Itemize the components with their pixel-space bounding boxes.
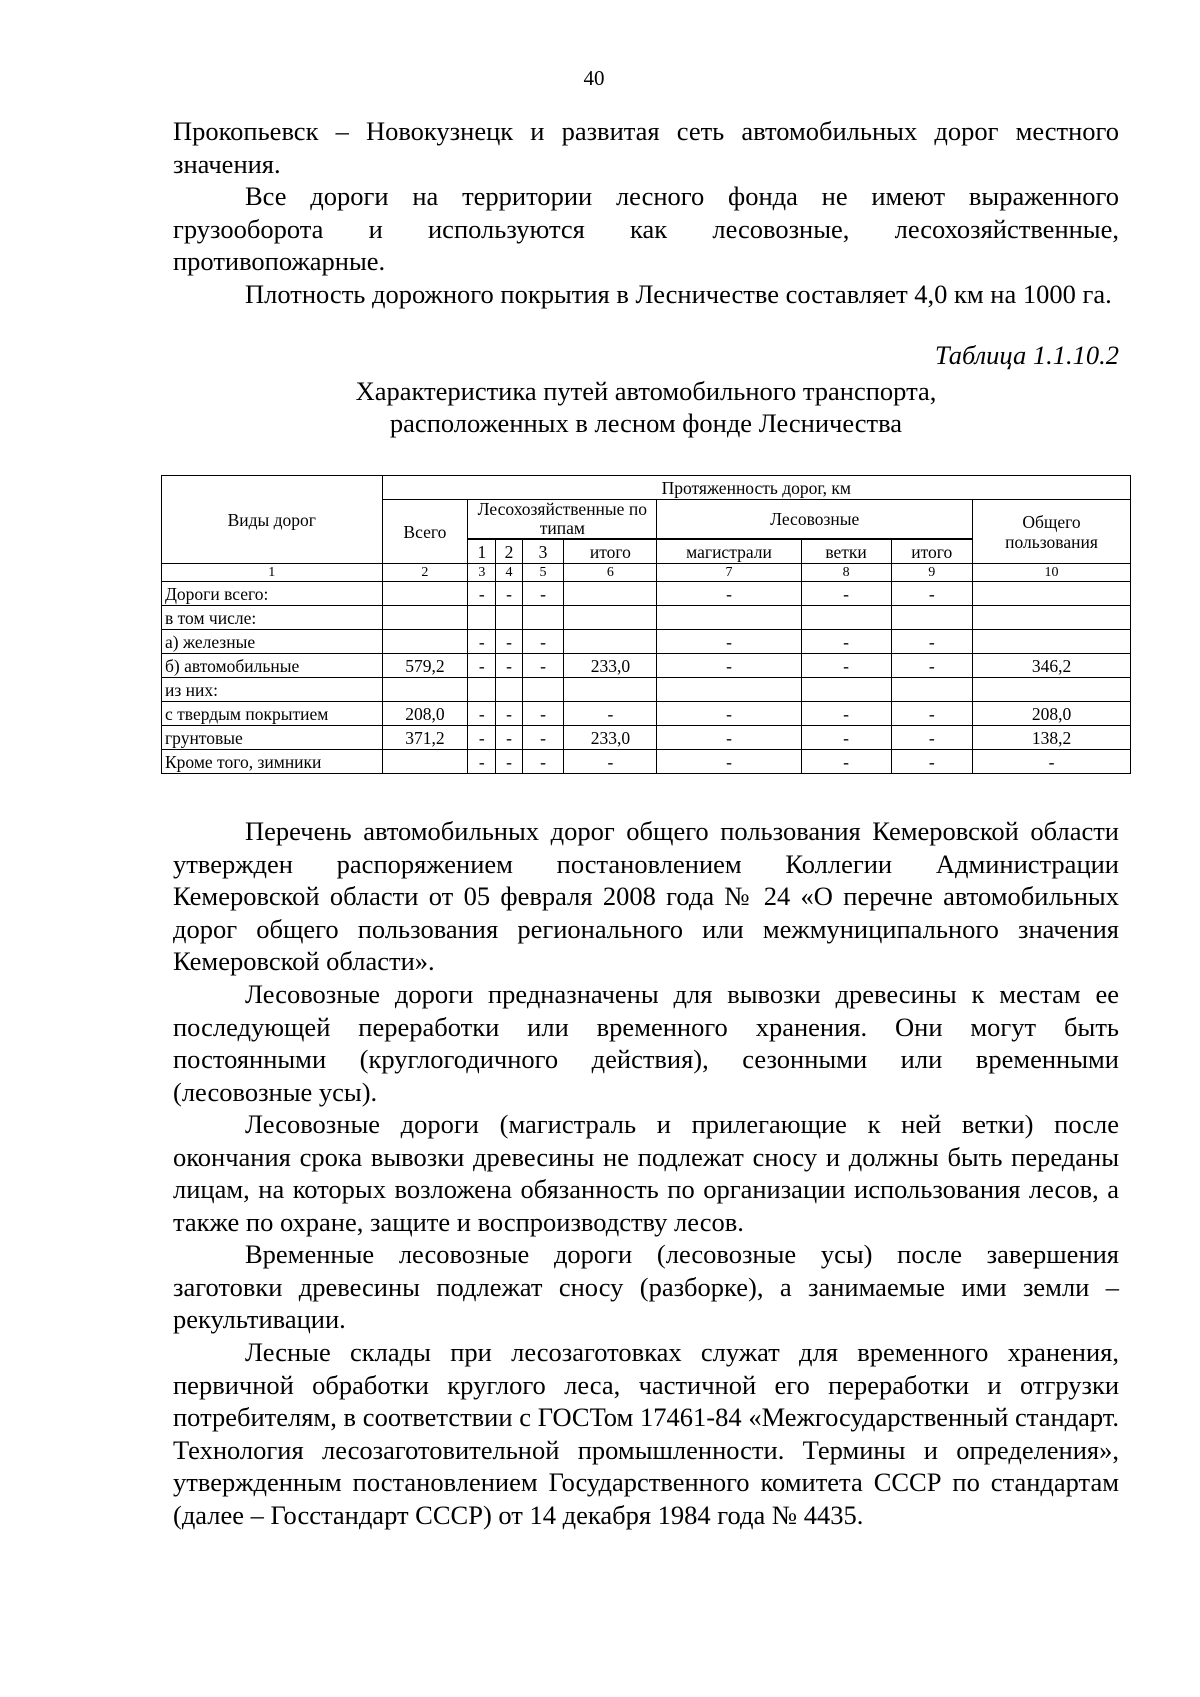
column-numbers-row <box>162 564 1131 582</box>
table-cell: - <box>891 750 973 774</box>
row-label: б) автомобильные <box>162 654 383 678</box>
table-cell: - <box>801 654 891 678</box>
table-cell: 346,2 <box>973 654 1131 678</box>
header-forestry-subtotal: итого <box>564 540 657 564</box>
table-cell <box>382 678 468 702</box>
table-cell <box>973 630 1131 654</box>
table-cell: - <box>801 726 891 750</box>
paragraph-logging-roads: Лесовозные дороги предназначены для вывозки древесины к местам ее последующей переработки или временного хранения. Они могут быть постоянными (круглогодичного действия), сезонными или временными (лесовозные усы). <box>173 979 1119 1107</box>
column-number: 7 <box>657 564 801 582</box>
paragraph-logging-roads-transfer: Лесовозные дороги (магистраль и прилегающие к ней ветки) после окончания срока вывозки древесины не подлежат сносу и должны быть переданы лицам, на которых возложена обязанность по организации использования лесов, а также по охране, защите и воспроизводству лесов. <box>173 1109 1119 1237</box>
column-number: 10 <box>973 564 1131 582</box>
header-type-2: 2 <box>496 540 522 564</box>
table-cell: - <box>891 702 973 726</box>
table-cell: - <box>801 582 891 606</box>
table-cell: - <box>891 726 973 750</box>
table-cell <box>468 678 496 702</box>
table-row <box>162 678 1131 702</box>
table-title-line: расположенных в лесном фонде Лесничества <box>389 408 903 438</box>
row-label: Кроме того, зимники <box>162 750 383 774</box>
table-cell: 371,2 <box>382 726 468 750</box>
table-row <box>162 606 1131 630</box>
table-cell: - <box>468 750 496 774</box>
table-cell <box>657 606 801 630</box>
page-number: 40 <box>583 66 605 90</box>
table-cell: - <box>522 654 564 678</box>
table-cell: - <box>468 702 496 726</box>
header-public: Общего пользования <box>973 500 1131 564</box>
table-cell <box>382 582 468 606</box>
table-row <box>162 654 1131 678</box>
table-cell <box>801 678 891 702</box>
header-branches: ветки <box>801 540 891 564</box>
table-cell: - <box>801 750 891 774</box>
table-cell <box>973 678 1131 702</box>
row-label: с твердым покрытием <box>162 702 383 726</box>
header-length: Протяженность дорог, км <box>382 476 1130 500</box>
paragraph-road-density: Плотность дорожного покрытия в Лесничестве составляет 4,0 км на 1000 га. <box>245 279 1112 309</box>
table-row <box>162 726 1131 750</box>
header-main-roads: магистрали <box>657 540 801 564</box>
header-total: Всего <box>382 500 468 564</box>
table-cell: 579,2 <box>382 654 468 678</box>
table-cell: - <box>801 630 891 654</box>
table-cell: - <box>564 702 657 726</box>
table-cell: - <box>657 726 801 750</box>
row-label: Дороги всего: <box>162 582 383 606</box>
table-cell <box>522 678 564 702</box>
table-cell: - <box>657 702 801 726</box>
table-cell <box>382 630 468 654</box>
table-title-line: Характеристика путей автомобильного транспорта, <box>355 376 937 406</box>
table-cell: - <box>522 702 564 726</box>
table-cell: - <box>657 654 801 678</box>
column-number: 8 <box>801 564 891 582</box>
table-cell: 233,0 <box>564 726 657 750</box>
table-cell <box>973 606 1131 630</box>
header-type-1: 1 <box>468 540 496 564</box>
table-cell: - <box>891 582 973 606</box>
header-forestry: Лесохозяйственные по типам <box>468 500 657 539</box>
paragraph-public-roads-list: Перечень автомобильных дорог общего пользования Кемеровской области утвержден распоряжением постановлением Коллегии Администрации Кемеровской области от 05 февраля 2008 года № 24 «О перечне автомобильных дорог общего пользования регионального или межмуниципального значения Кемеровской области». <box>173 816 1119 977</box>
table-cell: - <box>496 750 522 774</box>
table-row <box>162 582 1131 606</box>
row-label: из них: <box>162 678 383 702</box>
table-cell <box>496 606 522 630</box>
table-cell <box>468 606 496 630</box>
row-label: а) железные <box>162 630 383 654</box>
table-cell: - <box>496 654 522 678</box>
table-cell <box>657 678 801 702</box>
paragraph-roads-purpose: Все дороги на территории лесного фонда не имеют выраженного грузооборота и используются как лесовозные, лесохозяйственные, противопожарные. <box>173 181 1119 277</box>
table-cell: - <box>891 630 973 654</box>
table-cell <box>564 630 657 654</box>
header-logging-subtotal: итого <box>891 540 973 564</box>
table-cell: 233,0 <box>564 654 657 678</box>
table-cell: - <box>496 702 522 726</box>
table-row <box>162 702 1131 726</box>
table-cell: - <box>468 654 496 678</box>
table-cell <box>801 606 891 630</box>
table-cell <box>496 678 522 702</box>
table-cell <box>564 678 657 702</box>
table-cell: - <box>657 750 801 774</box>
column-number: 2 <box>382 564 468 582</box>
table-cell: - <box>468 630 496 654</box>
table-row <box>162 630 1131 654</box>
paragraph-temporary-roads: Временные лесовозные дороги (лесовозные усы) после завершения заготовки древесины подлежат сносу (разборке), а занимаемые ими земли – рекультивации. <box>173 1239 1119 1335</box>
header-type-3: 3 <box>522 540 564 564</box>
table-body <box>162 582 1131 774</box>
table-cell: 208,0 <box>973 702 1131 726</box>
table-cell: - <box>973 750 1131 774</box>
table-cell <box>564 606 657 630</box>
table-cell: - <box>522 630 564 654</box>
table-cell: - <box>496 726 522 750</box>
table-cell: - <box>891 654 973 678</box>
table-number: Таблица 1.1.10.2 <box>934 340 1119 370</box>
roads-table <box>161 475 1131 774</box>
table-cell <box>382 750 468 774</box>
table-cell: - <box>564 750 657 774</box>
table-cell: - <box>496 630 522 654</box>
table-cell <box>382 606 468 630</box>
column-number: 9 <box>891 564 973 582</box>
table-cell: - <box>522 750 564 774</box>
table-cell: - <box>468 726 496 750</box>
column-number: 4 <box>496 564 522 582</box>
table-cell <box>973 582 1131 606</box>
row-label: в том числе: <box>162 606 383 630</box>
table-cell: - <box>657 630 801 654</box>
paragraph-timber-yards: Лесные склады при лесозаготовках служат для временного хранения, первичной обработки круглого леса, частичной его переработки и отгрузки потребителям, в соответствии с ГОСТом 17461-84 «Межгосударственный стандарт. Технология лесозаготовительной промышленности. Термины и определения», утвержденным постановлением Государственного комитета СССР по стандартам (далее – Госстандарт СССР) от 14 декабря 1984 года № 4435. <box>173 1337 1119 1530</box>
header-logging: Лесовозные <box>657 500 973 539</box>
table-cell <box>522 606 564 630</box>
table-cell: - <box>522 726 564 750</box>
table-cell: - <box>801 702 891 726</box>
table-cell: - <box>522 582 564 606</box>
table-cell <box>564 582 657 606</box>
table-cell: - <box>657 582 801 606</box>
column-number: 3 <box>468 564 496 582</box>
paragraph-continuation: Прокопьевск – Новокузнецк и развитая сеть автомобильных дорог местного значения. <box>173 116 1119 179</box>
table-cell: - <box>468 582 496 606</box>
table-cell <box>891 678 973 702</box>
table-title <box>173 375 1119 439</box>
row-label: грунтовые <box>162 726 383 750</box>
column-number: 6 <box>564 564 657 582</box>
table-cell: 138,2 <box>973 726 1131 750</box>
table-row <box>162 750 1131 774</box>
table-cell <box>891 606 973 630</box>
table-cell: - <box>496 582 522 606</box>
table-cell: 208,0 <box>382 702 468 726</box>
column-number: 5 <box>522 564 564 582</box>
column-number: 1 <box>162 564 383 582</box>
header-road-types: Виды дорог <box>162 476 383 564</box>
